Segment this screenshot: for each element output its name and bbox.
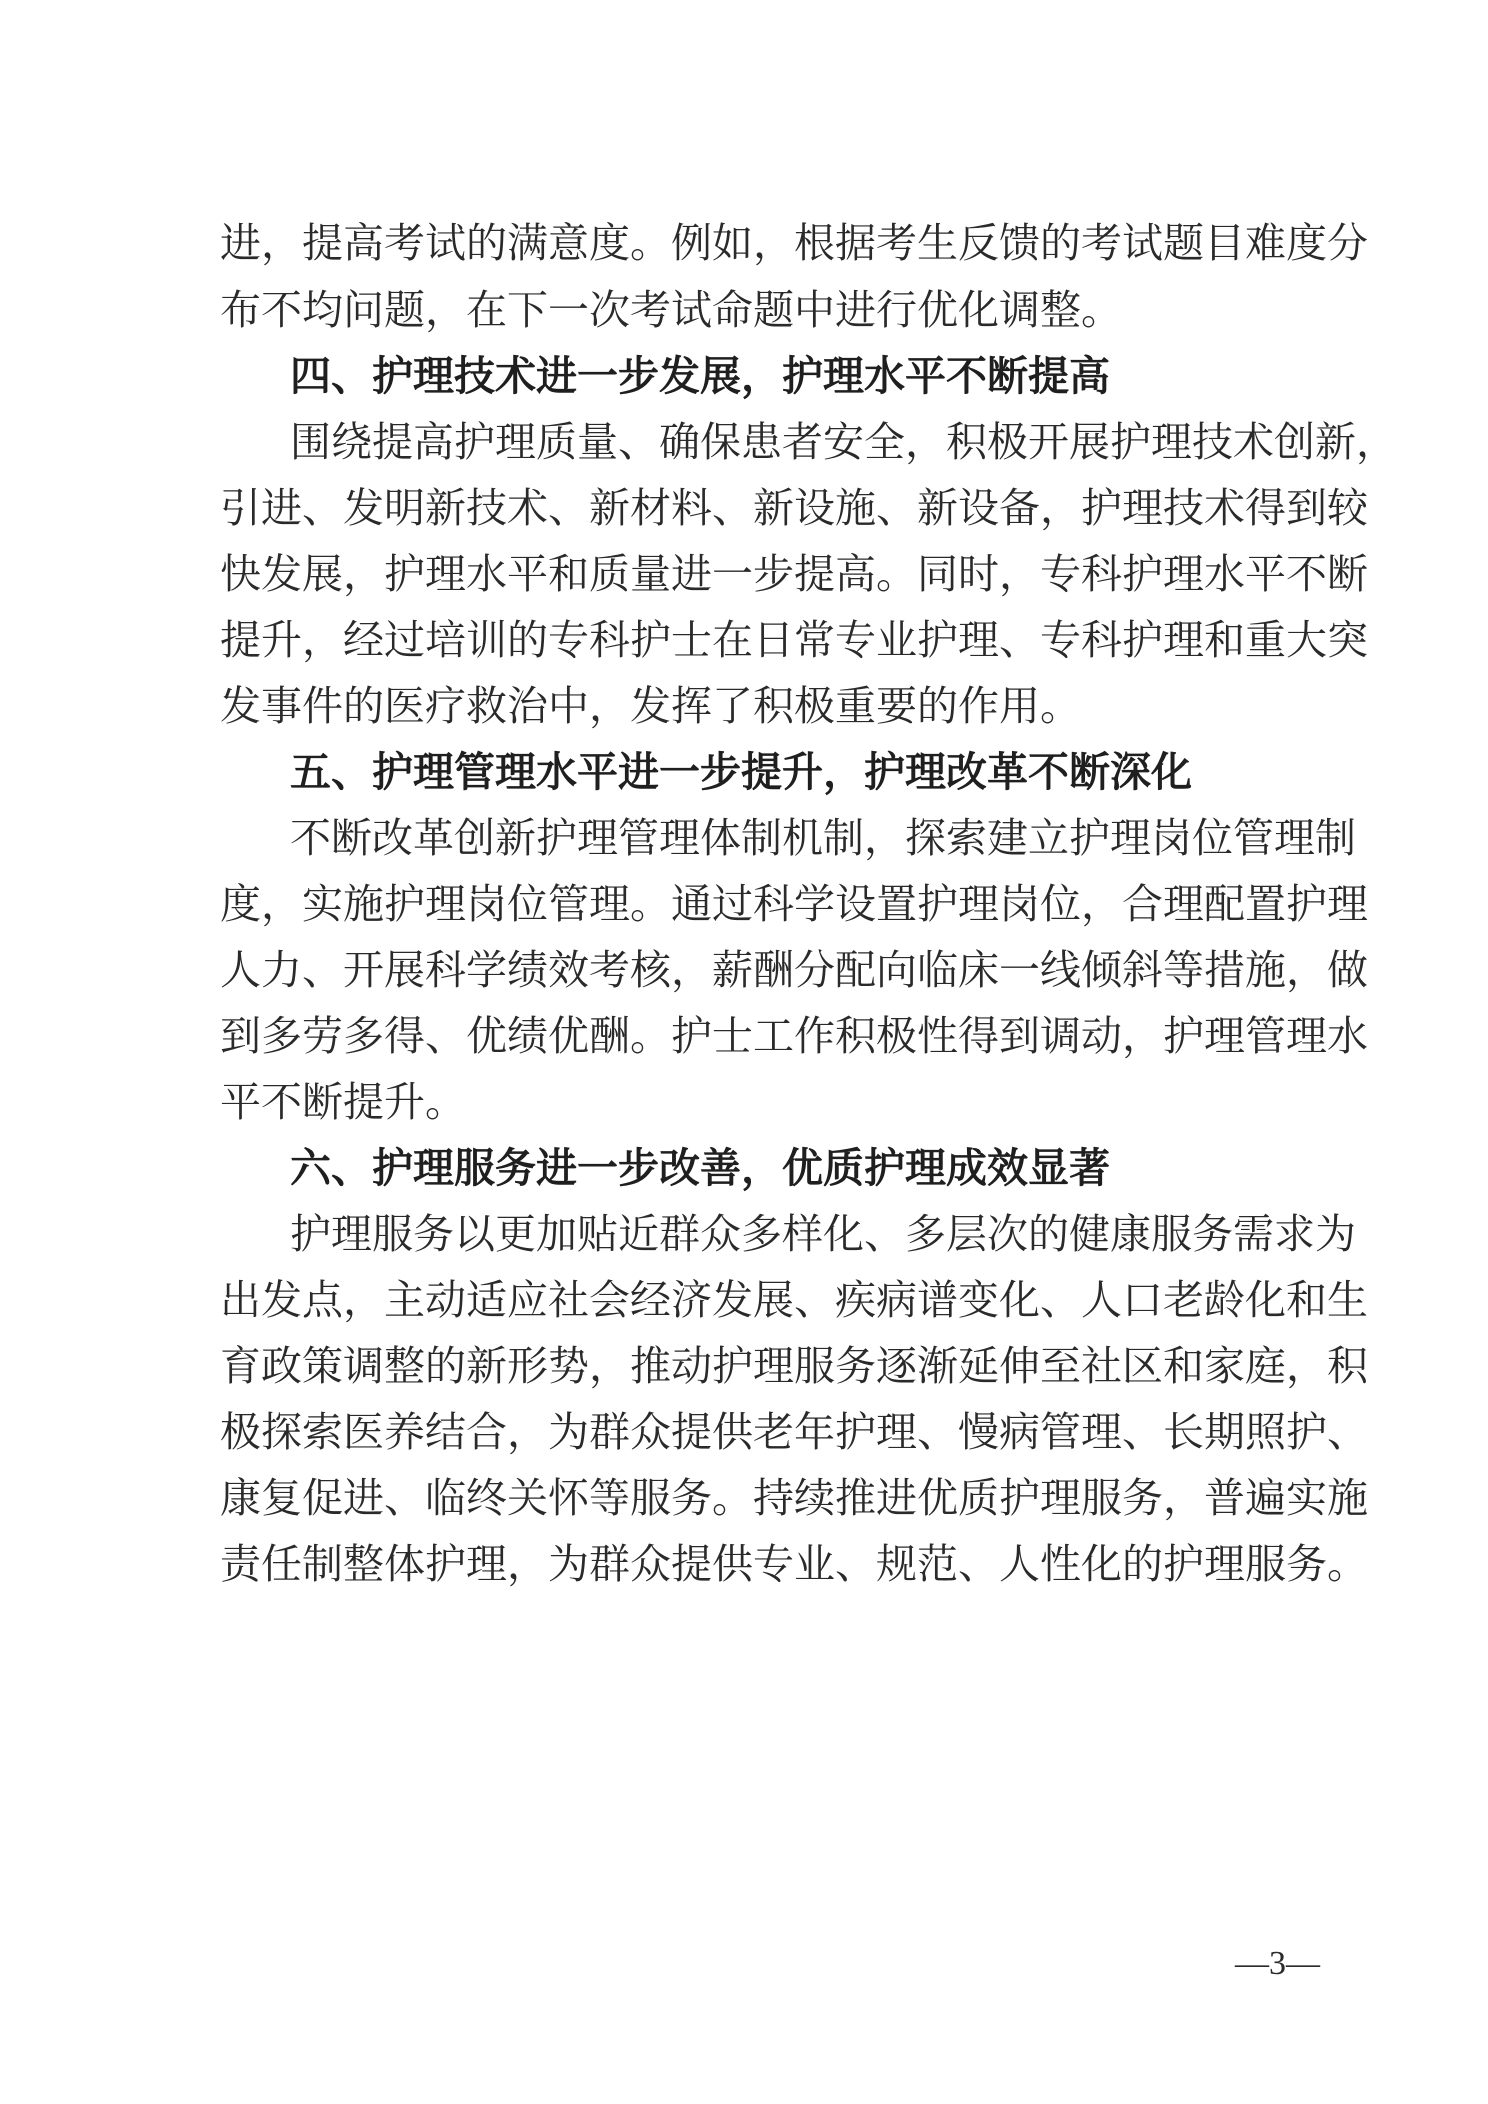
body-text-line: 责任制整体护理，为群众提供专业、规范、人性化的护理服务。 [220,1540,1368,1588]
body-text-line: 不断改革创新护理管理体制机制，探索建立护理岗位管理制 [290,814,1356,862]
body-text-line: 提升，经过培训的专科护士在日常专业护理、专科护理和重大突 [220,616,1368,664]
body-text-line: 度，实施护理岗位管理。通过科学设置护理岗位，合理配置护理 [220,880,1368,928]
body-text-line: 进，提高考试的满意度。例如，根据考生反馈的考试题目难度分 [220,219,1368,267]
body-text-line: 育政策调整的新形势，推动护理服务逐渐延伸至社区和家庭，积 [220,1342,1368,1390]
body-text-line: 护理服务以更加贴近群众多样化、多层次的健康服务需求为 [290,1210,1356,1258]
section-heading-6: 六、护理服务进一步改善，优质护理成效显著 [290,1144,1110,1192]
body-text-line: 到多劳多得、优绩优酬。护士工作积极性得到调动，护理管理水 [220,1012,1368,1060]
body-text-line: 康复促进、临终关怀等服务。持续推进优质护理服务，普遍实施 [220,1474,1368,1522]
body-text-line: 引进、发明新技术、新材料、新设施、新设备，护理技术得到较 [220,484,1368,532]
body-text-line: 布不均问题，在下一次考试命题中进行优化调整。 [220,286,1122,334]
body-text-line: 发事件的医疗救治中，发挥了积极重要的作用。 [220,682,1081,730]
body-text-line: 极探索医养结合，为群众提供老年护理、慢病管理、长期照护、 [220,1408,1368,1456]
section-heading-5: 五、护理管理水平进一步提升，护理改革不断深化 [290,748,1192,796]
body-text-line: 围绕提高护理质量、确保患者安全，积极开展护理技术创新， [290,418,1397,466]
page-number: —3— [1235,1945,1320,1982]
body-text-line: 快发展，护理水平和质量进一步提高。同时，专科护理水平不断 [220,550,1368,598]
body-text-line: 人力、开展科学绩效考核，薪酬分配向临床一线倾斜等措施，做 [220,946,1368,994]
section-heading-4: 四、护理技术进一步发展，护理水平不断提高 [290,352,1110,400]
body-text-line: 出发点，主动适应社会经济发展、疾病谱变化、人口老龄化和生 [220,1276,1368,1324]
body-text-line: 平不断提升。 [220,1078,466,1126]
